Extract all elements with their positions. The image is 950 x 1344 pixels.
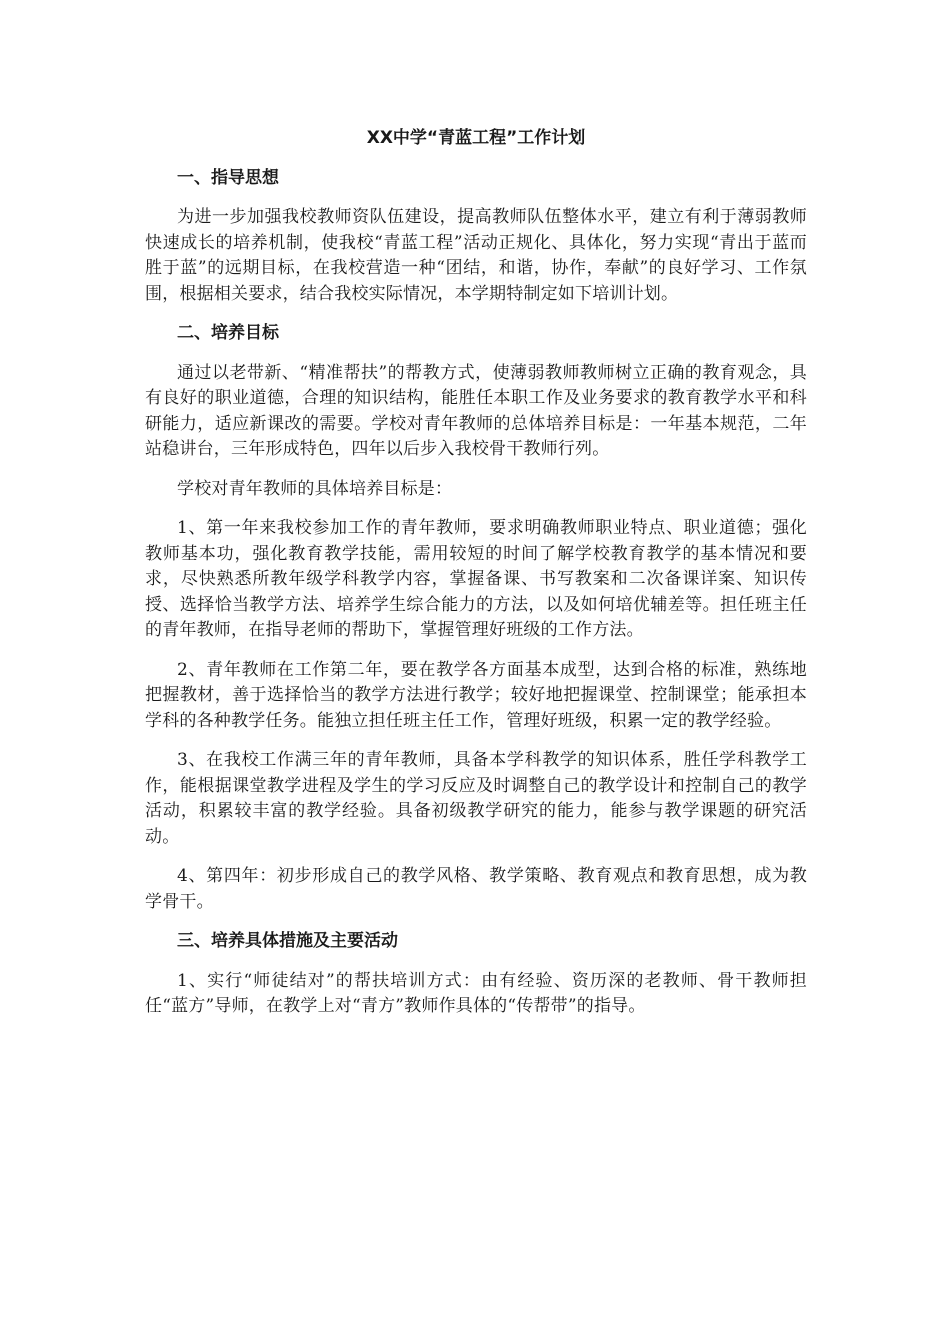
paragraph-goal-year-3: 3、在我校工作满三年的青年教师，具备本学科教学的知识体系，胜任学科教学工作，能根据课堂教学进程及学生的学习反应及时调整自己的教学设计和控制自己的教学活动，积累较丰富的教学经验。具备初级教学研究的能力，能参与教学课题的研究活动。 [145,750,807,847]
paragraph-goal-year-1: 1、第一年来我校参加工作的青年教师，要求明确教师职业特点、职业道德；强化教师基本功，强化教育教学技能，需用较短的时间了解学校教育教学的基本情况和要求，尽快熟悉所教年级学科教学内容，掌握备课、书写教案和二次备课详案、知识传授、选择恰当教学方法、培养学生综合能力的方法，以及如何培优辅差等。担任班主任的青年教师，在指导老师的帮助下，掌握管理好班级的工作方法。 [145,518,807,640]
paragraph-specific-goals-intro: 学校对青年教师的具体培养目标是： [177,478,453,499]
section-heading-measures: 三、培养具体措施及主要活动 [177,931,398,951]
paragraph-guiding-ideology: 为进一步加强我校教师资队伍建设，提高教师队伍整体水平，建立有利于薄弱教师快速成长的培养机制，使我校“青蓝工程”活动正规化、具体化，努力实现“青出于蓝而胜于蓝”的远期目标，在我校营造一种“团结，和谐，协作，奉献”的良好学习、工作氛围，根据相关要求，结合我校实际情况，本学期特制定如下培训计划。 [145,207,807,304]
paragraph-overall-goals: 通过以老带新、“精准帮扶”的帮教方式，使薄弱教师教师树立正确的教育观念，具有良好的职业道德，合理的知识结构，能胜任本职工作及业务要求的教育教学水平和科研能力，适应新课改的需要。学校对青年教师的总体培养目标是：一年基本规范，二年站稳讲台，三年形成特色，四年以后步入我校骨干教师行列。 [145,362,807,459]
paragraph-measure-1: 1、实行“师徒结对”的帮扶培训方式：由有经验、资历深的老教师、骨干教师担任“蓝方”导师，在教学上对“青方”教师作具体的“传帮带”的指导。 [145,970,807,1016]
paragraph-goal-year-2: 2、青年教师在工作第二年，要在教学各方面基本成型，达到合格的标准，熟练地把握教材，善于选择恰当的教学方法进行教学；较好地把握课堂、控制课堂；能承担本学科的各种教学任务。能独立担任班主任工作，管理好班级，积累一定的教学经验。 [145,659,807,731]
section-heading-training-goals: 二、培养目标 [177,323,279,343]
document-title: XX中学“青蓝工程”工作计划 [366,128,586,148]
section-heading-guiding-ideology: 一、指导思想 [177,167,279,188]
paragraph-goal-year-4: 4、第四年：初步形成自己的教学风格、教学策略、教育观点和教育思想，成为教学骨干。 [145,866,807,912]
document-page [145,118,807,1034]
